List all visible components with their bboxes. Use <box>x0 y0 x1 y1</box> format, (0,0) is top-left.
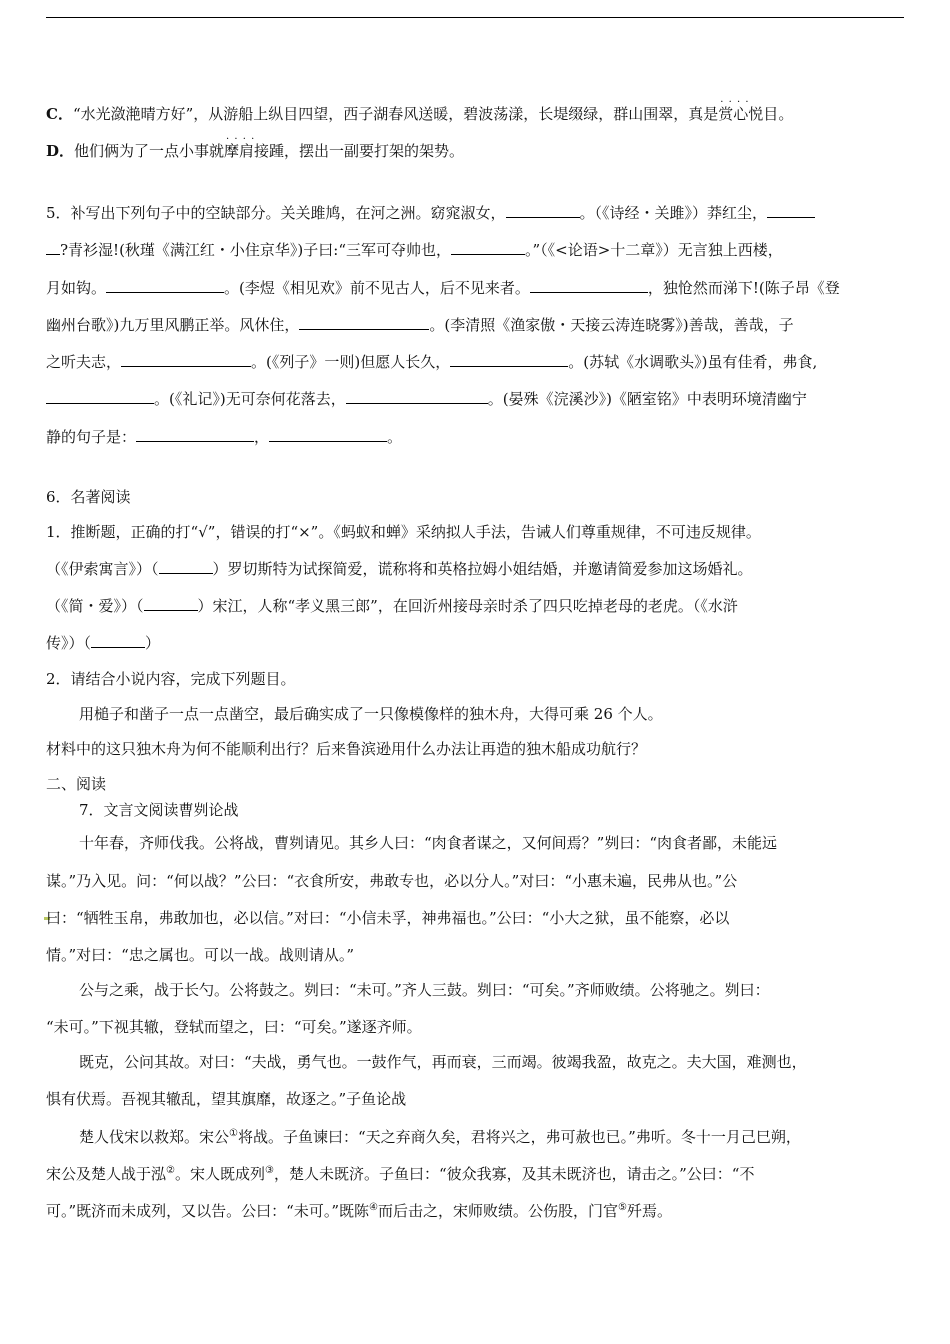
passage-line: 十年春，齐师伐我。公将战，曹刿请见。其乡人曰：“肉食者谋之，又何间焉？”刿曰：“肉食者鄙，未能远 <box>79 834 778 852</box>
passage-line: “未可。”下视其辙，登轼而望之，曰：“可矣。”遂逐齐师。 <box>46 1018 422 1036</box>
top-rule <box>46 17 904 18</box>
passage-line: 可。”既济而未成列，又以告。公曰：“未可。”既陈④而后击之，宋师败绩。公伤股，门官⑤歼焉。 <box>46 1202 672 1220</box>
fill-blank[interactable] <box>451 240 525 255</box>
passage-line: 楚人伐宋以救郑。宋公①将战。子鱼谏曰：“天之弃商久矣，君将兴之，弗可赦也已。”弗听。冬十一月己巳朔， <box>79 1128 801 1146</box>
q5-line-3: 月如钩。 。(李煜《相见欢》前不见古人，后不见来者。 ，独怆然而涕下!(陈子昂《登 <box>46 279 840 297</box>
section-reading: 二、阅读 <box>46 775 107 793</box>
footnote-ref: ② <box>166 1165 175 1176</box>
answer-blank[interactable] <box>159 559 213 574</box>
fill-blank[interactable] <box>46 389 154 404</box>
fill-blank[interactable] <box>506 203 580 218</box>
q6-question: 材料中的这只独木舟为何不能顺利出行？后来鲁滨逊用什么办法让再造的独木船成功航行？ <box>46 740 647 758</box>
q6-material: 用槌子和凿子一点一点凿空，最后确实成了一只像模像样的独木舟，大得可乘 26 个人。 <box>79 705 663 723</box>
footnote-ref: ④ <box>369 1202 378 1213</box>
q5-line-6: 。(《礼记》)无可奈何花落去， 。(晏殊《浣溪沙》)《陋室铭》中表明环境清幽宁 <box>46 389 807 409</box>
q5-line-4: 幽州台歌》)九万里风鹏正举。风休住， 。(李清照《渔家傲・天接云涛连晓雾》)善哉，善哉，子 <box>46 316 794 334</box>
q5-line-5: 之听夫志， 。(《列子》一则)但愿人长久， 。(苏轼《水调歌头》)虽有佳肴，弗食, <box>46 353 818 371</box>
footnote-ref: ① <box>229 1128 238 1139</box>
q7-title: 7．文言文阅读曹刿论战 <box>79 801 239 819</box>
fill-blank[interactable] <box>106 278 224 293</box>
fill-blank[interactable] <box>450 352 568 367</box>
q6-title: 6．名著阅读 <box>46 488 131 506</box>
fill-blank[interactable] <box>269 427 387 442</box>
q6-line-2: （《伊索寓言》）（ ）罗切斯特为试探简爱，谎称将和英格拉姆小姐结婚，并邀请简爱参加这场婚礼。 <box>46 560 753 578</box>
option-d: D．他们俩为了一点小事就· · · · 摩肩接踵，摆出一副要打架的架势。 <box>46 141 464 161</box>
fill-blank[interactable] <box>121 352 251 367</box>
fill-blank[interactable] <box>346 389 488 404</box>
fill-blank[interactable] <box>46 240 60 255</box>
q6-sub1: 1．推断题，正确的打“√”，错误的打“×”。《蚂蚁和蝉》采纳拟人手法，告诫人们尊重规律，不可违反规律。 <box>46 523 761 541</box>
q6-line-3: （《简・爱》）（ ）宋江，人称“孝义黑三郎”，在回沂州接母亲时杀了四只吃掉老母的老虎。（《水浒 <box>46 597 738 615</box>
fill-blank[interactable] <box>136 427 254 442</box>
passage-line: 惧有伏焉。吾视其辙乱，望其旗靡，故逐之。”子鱼论战 <box>46 1090 407 1108</box>
footnote-ref: ③ <box>265 1165 274 1176</box>
q5-line-1: 5．补写出下列句子中的空缺部分。关关雎鸠，在河之洲。窈窕淑女， 。（《诗经・关雎》）莽红尘， <box>46 203 815 223</box>
passage-line: 公与之乘，战于长勺。公将鼓之。刿曰：“未可。”齐人三鼓。刿曰：“可矣。”齐师败绩。公将驰之。刿曰： <box>79 981 770 999</box>
q6-line-4: 传》）（ ） <box>46 634 161 652</box>
answer-blank[interactable] <box>144 596 198 611</box>
passage-line: 既克，公问其故。对曰：“夫战，勇气也。一鼓作气，再而衰，三而竭。彼竭我盈，故克之。夫大国，难测也， <box>79 1053 807 1071</box>
q5-line-7: 静的句子是： ， 。 <box>46 428 403 446</box>
passage-line: 宋公及楚人战于泓②。宋人既成列③，楚人未既济。子鱼曰：“彼众我寡，及其未既济也，请击之。”公曰：“不 <box>46 1165 755 1183</box>
passage-line: 谋。”乃入见。问：“何以战？”公曰：“衣食所安，弗敢专也，必以分人。”对曰：“小惠未遍，民弗从也。”公 <box>46 872 738 890</box>
fill-blank[interactable] <box>299 315 429 330</box>
q5-line-2: ?青衫湿!(秋瑾《满江红・小住京华》)子曰:“三军可夺帅也， 。”（《<论语>十二章》）无言独上西楼， <box>46 240 783 260</box>
q6-sub2: 2．请结合小说内容，完成下列题目。 <box>46 670 296 688</box>
fill-blank[interactable] <box>767 203 815 218</box>
emphasis-dots: · · · · 摩肩接踵 <box>224 142 284 160</box>
passage-line: 曰：“牺牲玉帛，弗敢加也，必以信。”对曰：“小信未孚，神弗福也。”公曰：“小大之狱，虽不能察，必以 <box>46 909 730 927</box>
passage-line: 情。”对曰：“忠之属也。可以一战。战则请从。” <box>46 946 355 964</box>
answer-blank[interactable] <box>91 633 145 648</box>
fill-blank[interactable] <box>530 278 648 293</box>
option-c: C．“水光潋滟晴方好”，从游船上纵目四望，西子湖春风送暖，碧波荡漾，长堤缀绿，群山围翠，真是· · · · 赏心悦目。 <box>46 104 793 124</box>
emphasis-dots: · · · · 赏心悦目 <box>718 105 778 123</box>
footnote-ref: ⑤ <box>618 1202 627 1213</box>
